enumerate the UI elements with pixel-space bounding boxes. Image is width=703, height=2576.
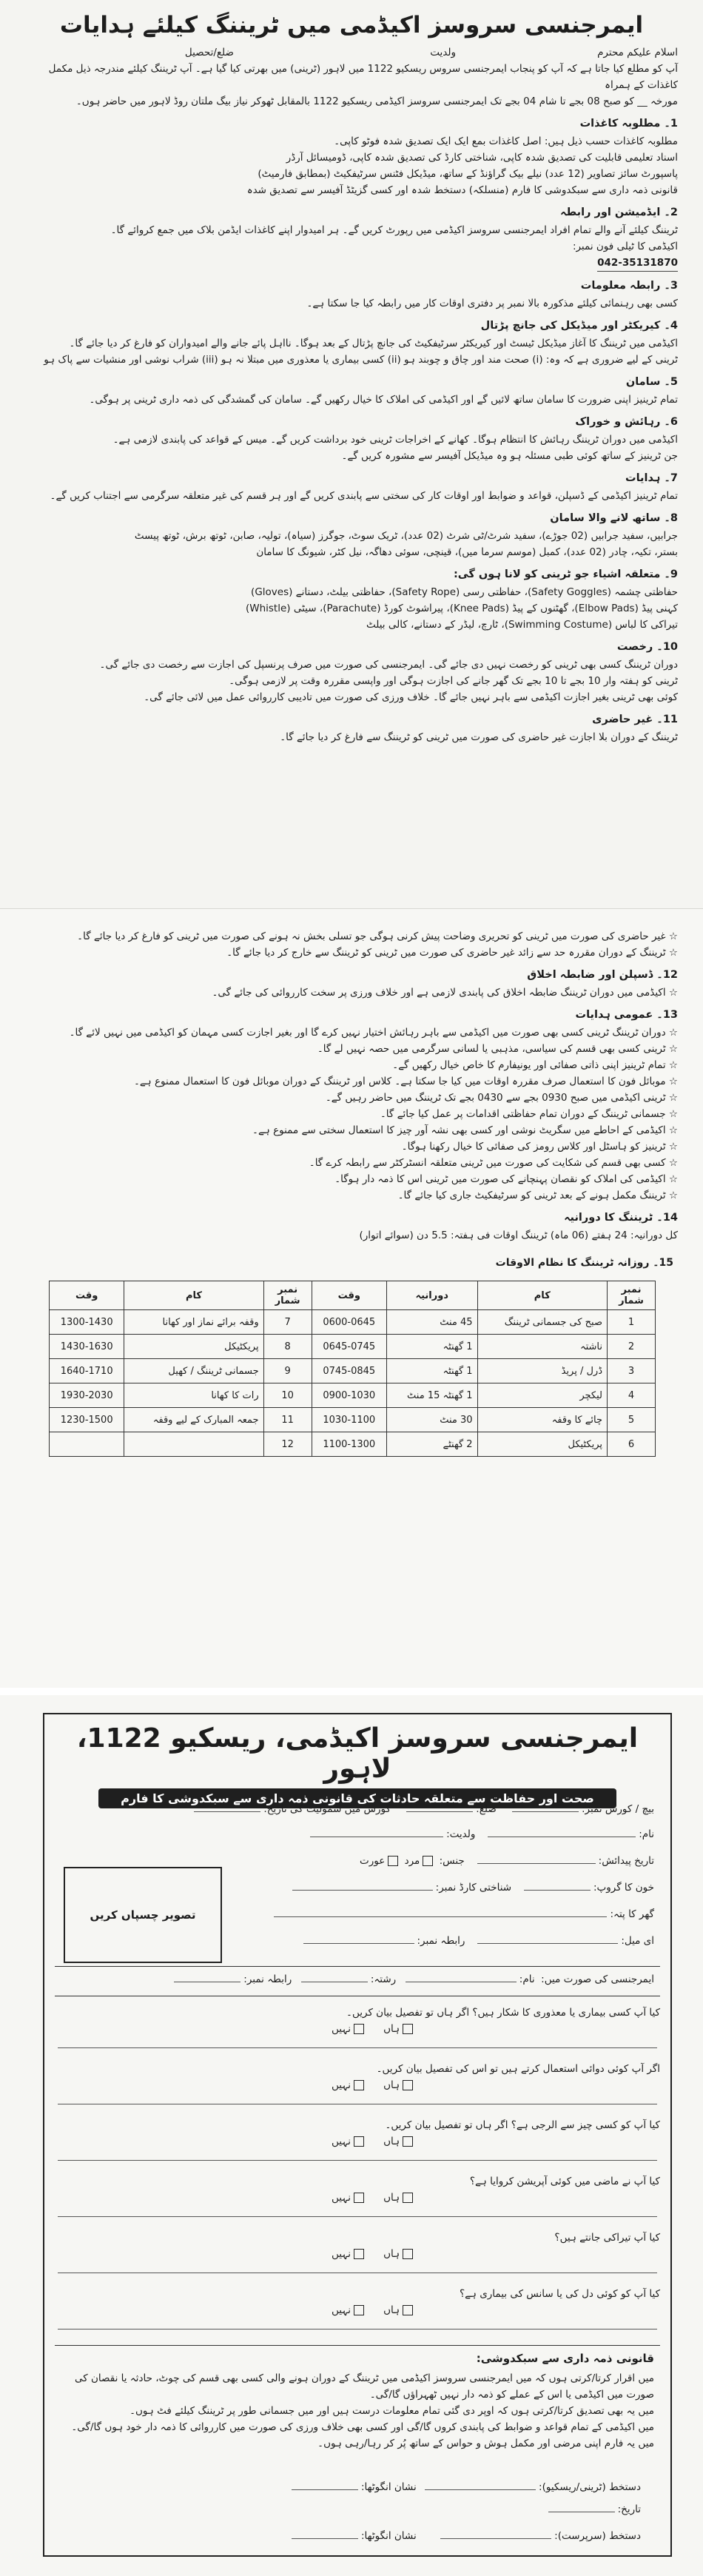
date-input[interactable] — [548, 2502, 615, 2512]
table-cell: ناشتہ — [477, 1335, 607, 1359]
section-heading: 2۔ ایڈمیشن اور رابطہ — [560, 207, 678, 218]
intro-line: آپ کو مطلع کیا جاتا ہے کہ آپ کو پنجاب ایمرجنسی سروس ریسکیو 1122 میں لاہور (ٹرینی) میں بھرتی کیا گیا ہے۔ آپ ٹریننگ کیلئے مندرجہ ذیل مکمل کاغذات کے ہمراہ — [48, 63, 678, 91]
section-line: جرابیں، سفید جرابیں (02 جوڑے)، سفید شرٹ/ٹی شرٹ (02 عدد)، ٹریک سوٹ، جوگرز (سیاہ)، تولیہ، صابن، ٹوتھ برش، ٹوتھ پیسٹ — [134, 530, 678, 542]
answer-line[interactable] — [58, 2093, 657, 2104]
female-label: عورت — [360, 1855, 386, 1867]
section-heading: 14۔ ٹریننگ کا دورانیہ — [564, 1212, 678, 1224]
table-cell — [50, 1432, 124, 1457]
section-heading: 4۔ کیریکٹر اور میڈیکل کی جانچ پڑتال — [480, 320, 678, 332]
section-line: اکیڈمی میں ٹریننگ کا آغاز میڈیکل ٹیسٹ اور کیریکٹر سرٹیفکیٹ کی جانچ پڑتال کے بعد ہوگا۔ نااہل پائے جانے والے امیدواران کو فارغ کر دیا جائے گا۔ — [69, 338, 678, 349]
join-date-label: کورس میں شمولیت کی تاریخ: — [263, 1803, 391, 1815]
date-label: تاریخ: — [617, 2503, 641, 2515]
table-row — [50, 1408, 656, 1432]
answer-line[interactable] — [58, 2318, 657, 2330]
schedule-header-row — [50, 1281, 656, 1310]
answer-options — [55, 2133, 660, 2150]
question-text: کیا آپ کو کسی چیز سے الرجی ہے؟ اگر ہاں تو تفصیل بیان کریں۔ — [385, 2119, 660, 2131]
yes-label: ہاں — [383, 2192, 400, 2204]
em-contact-label: رابطہ نمبر: — [243, 1973, 292, 1985]
table-cell: 0745-0845 — [312, 1359, 386, 1383]
table-cell: پریکٹیکل — [124, 1335, 263, 1359]
father-name-field: ولدیت — [430, 47, 456, 58]
em-name-label: نام: — [519, 1973, 535, 1985]
answer-line[interactable] — [58, 2262, 657, 2273]
table-row — [50, 1383, 656, 1408]
section-list — [25, 114, 678, 745]
question-item — [55, 2005, 660, 2048]
section-line: اکیڈمی میں دوران ٹریننگ رہائش کا انتظام ہوگا۔ کھانے کے اخراجات ٹرینی خود برداشت کریں گے۔ میس کے قواعد کی پابندی لازمی ہے۔ — [112, 434, 678, 446]
guardian-sign-row — [437, 2529, 641, 2542]
father-label: ولدیت: — [446, 1828, 476, 1840]
form-row-dob — [240, 1854, 654, 1868]
section-line: کہنی پیڈ (Elbow Pads)، گھٹنوں کے پیڈ (Knee Pads)، پیراشوٹ کورڈ (Parachute)، سیٹی (Whistle) — [245, 603, 678, 614]
em-name-input[interactable] — [406, 1972, 517, 1982]
no-checkbox[interactable] — [354, 2136, 364, 2147]
guardian-sign-input[interactable] — [440, 2529, 551, 2539]
male-label: مرد — [404, 1855, 420, 1867]
section-heading: 10۔ رخصت — [616, 641, 678, 653]
schedule-heading: 15۔ روزانہ ٹریننگ کا نظام الاوقات — [495, 1257, 673, 1269]
table-cell: 8 — [263, 1335, 312, 1359]
table-cell: پریکٹیکل — [477, 1432, 607, 1457]
section-line: اسناد تعلیمی قابلیت کی تصدیق شدہ کاپی، شناختی کارڈ کی تصدیق شدہ کاپی، ڈومیسائل آرڈر — [286, 152, 678, 164]
question-item — [55, 2061, 660, 2104]
address-row — [25, 44, 678, 61]
blood-label: خون کا گروپ: — [593, 1882, 654, 1894]
no-option — [332, 2021, 367, 2037]
salutation-field: اسلام علیکم محترم — [597, 47, 678, 58]
yes-option — [383, 2021, 416, 2037]
no-option — [332, 2246, 367, 2262]
phone-line — [25, 255, 678, 272]
section-line: اکیڈمی کا ٹیلی فون نمبر: — [572, 241, 678, 252]
table-cell: 0600-0645 — [312, 1310, 386, 1335]
waiver-heading: قانونی ذمہ داری سے سبکدوشی: — [476, 2352, 654, 2365]
name-input[interactable] — [488, 1827, 636, 1837]
yes-option — [383, 2133, 416, 2150]
table-cell: 30 منٹ — [386, 1408, 477, 1432]
table-cell: 1 گھنٹہ — [386, 1335, 477, 1359]
no-label: نہیں — [332, 2136, 352, 2147]
section-line: ٹریننگ کے دوران بلا اجازت غیر حاضری کی صورت میں ٹرینی کو ٹریننگ سے فارغ کر دیا جائے گا۔ — [280, 731, 678, 743]
page2-body — [0, 909, 703, 1244]
section-heading: 7۔ ہدایات — [625, 472, 678, 484]
yes-label: ہاں — [383, 2023, 400, 2035]
instructions-page-1 — [0, 0, 703, 909]
col-header: وقت — [50, 1281, 124, 1310]
female-checkbox[interactable] — [388, 1856, 398, 1866]
form-frame — [43, 1713, 672, 2557]
no-label: نہیں — [332, 2304, 352, 2316]
table-cell: 1640-1710 — [50, 1359, 124, 1383]
page1-body — [0, 38, 703, 745]
no-option — [332, 2302, 367, 2318]
section-line: تیراکی کا لباس (Swimming Costume)، ٹارچ، لیڈر کے دستانے، کالی بیلٹ — [366, 619, 678, 631]
blood-input[interactable] — [524, 1880, 591, 1891]
yes-checkbox[interactable] — [403, 2136, 413, 2147]
waiver-line: میں یہ فارم اپنی مرضی اور مکمل ہوش و حواس کے ساتھ پُر کر رہا/رہی ہوں۔ — [317, 2438, 654, 2449]
thumb-label: نشان انگوٹھا: — [361, 2481, 417, 2493]
table-row — [50, 1310, 656, 1335]
yes-checkbox[interactable] — [403, 2193, 413, 2203]
address-label: گھر کا پتہ: — [610, 1908, 654, 1920]
table-cell: 0645-0745 — [312, 1335, 386, 1359]
section-line: حفاظتی چشمہ (Safety Goggles)، حفاظتی رسی (Safety Rope)، حفاظتی بیلٹ، دستانے (Gloves) — [251, 586, 678, 598]
address-input[interactable] — [274, 1907, 607, 1917]
table-cell: 1 — [608, 1310, 656, 1335]
email-input[interactable] — [477, 1933, 618, 1944]
no-option — [332, 2077, 367, 2093]
form-title: ایمرجنسی سروسز اکیڈمی، ریسکیو 1122، لاہور — [76, 1723, 639, 1784]
section-heading: 8۔ ساتھ لانے والا سامان — [550, 512, 678, 524]
section-heading: 11۔ غیر حاضری — [592, 714, 678, 725]
form-row-address — [240, 1907, 654, 1922]
section-line: ☆ دوران ٹریننگ ٹرینی کسی بھی صورت میں اکیڈمی سے باہر رہائش اختیار نہیں کرے گا اور بغیر اجازت کسی مہمان کو اکیڈمی میں نہیں لائے گا۔ — [69, 1027, 678, 1039]
district-label: ضلع: — [476, 1803, 497, 1815]
yes-checkbox[interactable] — [403, 2249, 413, 2259]
absence-line: ☆ غیر حاضری کی صورت میں ٹرینی کو تحریری وضاحت پیش کرنی ہوگی جو تسلی بخش نہ ہونے کی صورت میں ٹرینی کو فارغ کر دیا جائے گا۔ — [77, 930, 678, 942]
no-label: نہیں — [332, 2248, 352, 2260]
section-line: ☆ اکیڈمی کے احاطے میں سگریٹ نوشی اور کسی بھی نشہ آور چیز کا استعمال سختی سے ممنوع ہے۔ — [252, 1124, 678, 1136]
no-option — [332, 2133, 367, 2150]
form-row-emergency — [61, 1972, 654, 1987]
waiver-line: میں اقرار کرتا/کرتی ہوں کہ میں ایمرجنسی سروسز اکیڈمی میں ٹریننگ کے دوران ہونے والی کسی بھی قسم کی چوٹ، حادثہ یا نقصان کی صورت میں اکیڈمی یا اس کے عملے کو ذمہ دار نہیں ٹھہراؤں گا/گی۔ — [75, 2372, 654, 2401]
trainee-sign-label: دستخط (ٹرینی/ریسکیو): — [539, 2481, 641, 2493]
section-line: ☆ اکیڈمی میں دوران ٹریننگ ضابطہ اخلاق کی پابندی لازمی ہے اور خلاف ورزی پر سخت کارروائی کی جائے گی۔ — [212, 987, 678, 999]
answer-line[interactable] — [58, 2037, 657, 2048]
question-item — [55, 2286, 660, 2330]
table-cell: 1 گھنٹہ — [386, 1359, 477, 1383]
section-line: کوئی بھی ٹرینی بغیر اجازت اکیڈمی سے باہر نہیں جائے گا۔ خلاف ورزی کی صورت میں تادیبی کارروائی عمل میں لائی جائے گی۔ — [144, 691, 678, 703]
no-checkbox[interactable] — [354, 2249, 364, 2259]
yes-option — [383, 2190, 416, 2206]
section-line: ☆ کسی بھی قسم کی شکایت کی صورت میں ٹرینی متعلقہ انسٹرکٹر سے رابطہ کرے گا۔ — [309, 1157, 678, 1169]
dob-input[interactable] — [477, 1854, 596, 1864]
guardian-thumb-input[interactable] — [292, 2529, 358, 2539]
table-cell: 10 — [263, 1383, 312, 1408]
table-cell: 1100-1300 — [312, 1432, 386, 1457]
table-cell: 2 گھنٹے — [386, 1432, 477, 1457]
male-checkbox[interactable] — [423, 1856, 433, 1866]
email-label: ای میل: — [621, 1935, 654, 1947]
section-line: ٹرینی کے لیے ضروری ہے کہ وہ: (i) صحت مند اور چاق و چوبند ہو (ii) کسی بیماری یا معذوری میں مبتلا نہ ہو (iii) شراب نوشی اور منشیات سے پاک ہو — [44, 354, 678, 366]
form-row-name — [240, 1827, 654, 1842]
table-cell: 12 — [263, 1432, 312, 1457]
phone-number: 042-35131870 — [597, 255, 678, 272]
schedule-table — [49, 1281, 656, 1457]
section-line: مطلوبہ کاغذات حسب ذیل ہیں: اصل کاغذات بمع ایک ایک تصدیق شدہ فوٹو کاپی۔ — [334, 135, 678, 147]
col-header: کام — [124, 1281, 263, 1310]
section-line: ٹریننگ کیلئے آنے والے تمام افراد ایمرجنسی سروسز اکیڈمی میں رپورٹ کریں گے۔ ہر امیدوار اپنے کاغذات ایڈمن بلاک میں جمع کروائے گا۔ — [110, 224, 678, 236]
question-item — [55, 2230, 660, 2273]
cnic-input[interactable] — [292, 1880, 433, 1891]
trainee-sign-input[interactable] — [425, 2480, 536, 2490]
question-text: کیا آپ نے ماضی میں کوئی آپریشن کروایا ہے؟ — [469, 2176, 660, 2187]
section-heading: 9۔ متعلقہ اشیاء جو ٹرینی کو لانا ہوں گی: — [453, 568, 678, 580]
table-cell: 6 — [608, 1432, 656, 1457]
col-header: نمبر شمار — [263, 1281, 312, 1310]
relation-input[interactable] — [301, 1972, 368, 1982]
no-label: نہیں — [332, 2023, 352, 2035]
question-text: کیا آپ کسی بیماری یا معذوری کا شکار ہیں؟ اگر ہاں تو تفصیل بیان کریں۔ — [346, 2007, 660, 2019]
yes-checkbox[interactable] — [403, 2024, 413, 2034]
col-header: وقت — [312, 1281, 386, 1310]
section-line: ☆ موبائل فون کا استعمال صرف مقررہ اوقات میں کیا جا سکتا ہے۔ کلاس اور ٹریننگ کے دوران موبائل فون کا استعمال ممنوع ہے۔ — [133, 1076, 678, 1087]
district-input[interactable] — [406, 1802, 473, 1812]
contact-label: رابطہ نمبر: — [417, 1935, 465, 1947]
answer-options — [55, 2246, 660, 2262]
thumb-input[interactable] — [292, 2480, 358, 2490]
join-date-input[interactable] — [194, 1802, 260, 1812]
absence-line: ☆ ٹریننگ کے دوران مقررہ حد سے زائد غیر حاضری کی صورت میں ٹرینی کو ٹریننگ سے خارج کر دیا جائے گا۔ — [226, 947, 678, 959]
table-cell: 3 — [608, 1359, 656, 1383]
name-label: نام: — [639, 1828, 654, 1840]
table-cell: 1 گھنٹہ 15 منٹ — [386, 1383, 477, 1408]
yes-label: ہاں — [383, 2304, 400, 2316]
section-heading: 1۔ مطلوبہ کاغذات — [579, 118, 678, 130]
table-cell: وقفہ برائے نماز اور کھانا — [124, 1310, 263, 1335]
photo-box[interactable] — [64, 1867, 222, 1963]
section-line: ☆ ٹرینی اکیڈمی میں صبح 0930 بجے سے 0430 بجے تک ٹریننگ میں حاضر رہیں گے۔ — [325, 1092, 678, 1104]
section-line: ☆ اکیڈمی کی املاک کو نقصان پہنچانے کی صورت میں ٹرینی اس کا ذمہ دار ہوگا۔ — [334, 1173, 678, 1185]
table-cell: 45 منٹ — [386, 1310, 477, 1335]
gender-label: جنس: — [439, 1855, 465, 1867]
instructions-page-2 — [0, 909, 703, 1688]
section-line: ☆ ٹرینی کسی بھی قسم کی سیاسی، مذہبی یا لسانی سرگرمی میں حصہ نہیں لے گا۔ — [317, 1043, 678, 1055]
dob-label: تاریخ پیدائش: — [598, 1855, 654, 1867]
waiver-form-page — [0, 1695, 703, 2576]
cnic-label: شناختی کارڈ نمبر: — [435, 1882, 512, 1894]
question-text: اگر آپ کوئی دوائی استعمال کرتے ہیں تو اس کی تفصیل بیان کریں۔ — [376, 2063, 660, 2075]
no-label: نہیں — [332, 2192, 352, 2204]
yes-option — [383, 2246, 416, 2262]
document-title: ایمرجنسی سروسز اکیڈمی میں ٹریننگ کیلئے ہدایات — [59, 12, 644, 38]
guardian-thumb-row — [289, 2529, 417, 2542]
section-line: کل دورانیہ: 24 ہفتے (06 ماہ) ٹریننگ اوقات فی ہفتہ: 5.5 دن (سوائے اتوار) — [359, 1230, 678, 1241]
section-line: جن ٹرینیز کے ساتھ کوئی طبی مسئلہ ہو وہ میڈیکل آفیسر سے مشورہ کریں گے۔ — [341, 450, 678, 462]
question-item — [55, 2173, 660, 2217]
table-cell: 1030-1100 — [312, 1408, 386, 1432]
answer-options — [55, 2190, 660, 2206]
section-heading: 6۔ رہائش و خوراک — [575, 416, 678, 428]
no-checkbox[interactable] — [354, 2305, 364, 2315]
section-line: بستر، تکیہ، چادر (02 عدد)، کمبل (موسم سرما میں)، قینچی، سوئی دھاگہ، نیل کٹر، شیونگ کا سامان — [256, 546, 678, 558]
no-checkbox[interactable] — [354, 2193, 364, 2203]
table-cell: 1430-1630 — [50, 1335, 124, 1359]
father-input[interactable] — [310, 1827, 443, 1837]
col-header: کام — [477, 1281, 607, 1310]
guardian-thumb-label: نشان انگوٹھا: — [361, 2530, 417, 2542]
emergency-label: ایمرجنسی کی صورت میں: — [541, 1973, 654, 1985]
form-row-email — [240, 1933, 654, 1948]
yes-checkbox[interactable] — [403, 2080, 413, 2090]
answer-line[interactable] — [58, 2206, 657, 2217]
question-text: کیا آپ کو کوئی دل کی یا سانس کی بیماری ہے؟ — [459, 2288, 660, 2300]
table-cell: چائے کا وقفہ — [477, 1408, 607, 1432]
col-header: نمبر شمار — [608, 1281, 656, 1310]
table-cell: لیکچر — [477, 1383, 607, 1408]
section-heading: 12۔ ڈسپلن اور ضابطہ اخلاق — [527, 969, 678, 981]
answer-options — [55, 2302, 660, 2318]
batch-label: بیچ / کورس نمبر: — [581, 1803, 654, 1815]
section-line: تمام ٹرینیز اکیڈمی کے ڈسپلن، قواعد و ضوابط اور اوقات کار کی سختی سے پابندی کریں گے اور ہر قسم کی غیر متعلقہ سرگرمی سے اجتناب کریں گے۔ — [50, 490, 678, 502]
table-cell: 0900-1030 — [312, 1383, 386, 1408]
table-cell: 9 — [263, 1359, 312, 1383]
section-list — [25, 965, 678, 1244]
table-cell: جمعہ المبارک کے لیے وقفہ — [124, 1408, 263, 1432]
trainee-sign-row — [422, 2480, 641, 2493]
section-line: ☆ جسمانی ٹریننگ کے دوران تمام حفاظتی اقدامات پر عمل کیا جائے گا۔ — [380, 1108, 678, 1120]
section-line: دوران ٹریننگ کسی بھی ٹرینی کو رخصت نہیں دی جائے گی۔ ایمرجنسی کی صورت میں صرف پرنسپل کی اجازت سے رخصت دی جائے گی۔ — [99, 659, 678, 671]
section-heading: 13۔ عمومی ہدایات — [575, 1009, 678, 1021]
section-line: کسی بھی رہنمائی کیلئے مذکورہ بالا نمبر پر دفتری اوقات کار میں رابطہ کیا جا سکتا ہے۔ — [306, 298, 678, 309]
section-line: ٹرینی کو ہفتہ وار 10 بجے تا 10 بجے تک گھر جانے کی اجازت ہوگی اور واپسی مقررہ وقت پر لازمی ہوگی۔ — [229, 675, 678, 687]
yes-option — [383, 2302, 416, 2318]
no-checkbox[interactable] — [354, 2080, 364, 2090]
yes-option — [383, 2077, 416, 2093]
no-option — [332, 2190, 367, 2206]
no-label: نہیں — [332, 2079, 352, 2091]
form-row-blood — [240, 1880, 654, 1895]
table-cell: 4 — [608, 1383, 656, 1408]
table-cell: جسمانی ٹریننگ / کھیل — [124, 1359, 263, 1383]
no-checkbox[interactable] — [354, 2024, 364, 2034]
yes-checkbox[interactable] — [403, 2305, 413, 2315]
table-cell: 5 — [608, 1408, 656, 1432]
contact-input[interactable] — [303, 1933, 414, 1944]
section-line: پاسپورٹ سائز تصاویر (12 عدد) نیلے بیک گراؤنڈ کے ساتھ، میڈیکل فٹنس سرٹیفکیٹ (بمطابق فارمیٹ) — [258, 168, 678, 180]
form-subtitle: صحت اور حفاظت سے متعلقہ حادثات کی قانونی ذمہ داری سے سبکدوشی کا فارم — [98, 1788, 616, 1808]
divider — [55, 1966, 660, 1967]
trainee-thumb-row — [289, 2480, 417, 2493]
table-cell: صبح کی جسمانی ٹریننگ — [477, 1310, 607, 1335]
table-cell: 2 — [608, 1335, 656, 1359]
schedule-body — [50, 1310, 656, 1457]
table-cell: 7 — [263, 1310, 312, 1335]
trainee-date-row — [545, 2502, 641, 2515]
table-cell: ڈرل / پریڈ — [477, 1359, 607, 1383]
table-row — [50, 1335, 656, 1359]
waiver-line: میں اکیڈمی کے تمام قواعد و ضوابط کی پابندی کروں گا/گی اور کسی بھی خلاف ورزی کی صورت میں کارروائی کا ذمہ دار خود ہوں گا/گی۔ — [71, 2421, 654, 2433]
col-header: دورانیہ — [386, 1281, 477, 1310]
answer-options — [55, 2077, 660, 2093]
section-line: قانونی ذمہ داری سے سبکدوشی کا فارم (منسلکہ) دستخط شدہ اور کسی گزیٹڈ آفیسر سے تصدیق شدہ — [246, 184, 678, 196]
section-line: ☆ ٹرینیز کو ہاسٹل اور کلاس رومز کی صفائی کا خیال رکھنا ہوگا۔ — [401, 1141, 678, 1153]
section-heading: 5۔ سامان — [625, 376, 678, 388]
yes-label: ہاں — [383, 2079, 400, 2091]
table-row — [50, 1432, 656, 1457]
table-cell: رات کا کھانا — [124, 1383, 263, 1408]
section-line: ☆ تمام ٹرینیز اپنی ذاتی صفائی اور یونیفارم کا خاص خیال رکھیں گے۔ — [392, 1059, 678, 1071]
divider — [55, 2345, 660, 2346]
table-cell — [124, 1432, 263, 1457]
district-field: ضلع/تحصیل — [184, 47, 234, 58]
section-heading: 3۔ رابطہ معلومات — [580, 280, 678, 292]
relation-label: رشتہ: — [370, 1973, 397, 1985]
section-line: تمام ٹرینیز اپنی ضرورت کا سامان ساتھ لائیں گے اور اکیڈمی کی املاک کا خیال رکھیں گے۔ سامان کی گمشدگی کی ذمہ داری ٹرینی پر ہوگی۔ — [89, 394, 678, 406]
form-row-batch — [61, 1802, 654, 1817]
table-row — [50, 1359, 656, 1383]
guardian-sign-label: دستخط (سرپرست): — [554, 2530, 641, 2542]
table-cell: 1930-2030 — [50, 1383, 124, 1408]
answer-line[interactable] — [58, 2150, 657, 2161]
yes-label: ہاں — [383, 2248, 400, 2260]
question-text: کیا آپ تیراکی جانتے ہیں؟ — [554, 2232, 660, 2244]
batch-input[interactable] — [512, 1802, 579, 1812]
answer-options — [55, 2021, 660, 2037]
question-item — [55, 2117, 660, 2161]
em-contact-input[interactable] — [174, 1972, 240, 1982]
photo-label: تصویر چسپاں کریں — [90, 1908, 196, 1922]
table-cell: 1230-1500 — [50, 1408, 124, 1432]
section-line: ☆ ٹریننگ مکمل ہونے کے بعد ٹرینی کو سرٹیفکیٹ جاری کیا جائے گا۔ — [397, 1190, 678, 1201]
waiver-text — [61, 2370, 654, 2452]
table-cell: 11 — [263, 1408, 312, 1432]
intro-line: مورخہ __ کو صبح 08 بجے تا شام 04 بجے تک ایمرجنسی سروسز اکیڈمی ریسکیو 1122 بالمقابل ٹھوکر نیاز بیگ ملتان روڈ لاہور میں حاضر ہوں۔ — [75, 95, 678, 107]
table-cell: 1300-1430 — [50, 1310, 124, 1335]
yes-label: ہاں — [383, 2136, 400, 2147]
waiver-line: میں یہ بھی تصدیق کرتا/کرتی ہوں کہ اوپر دی گئی تمام معلومات درست ہیں اور میں جسمانی طور پر ٹریننگ کیلئے فٹ ہوں۔ — [130, 2405, 654, 2417]
